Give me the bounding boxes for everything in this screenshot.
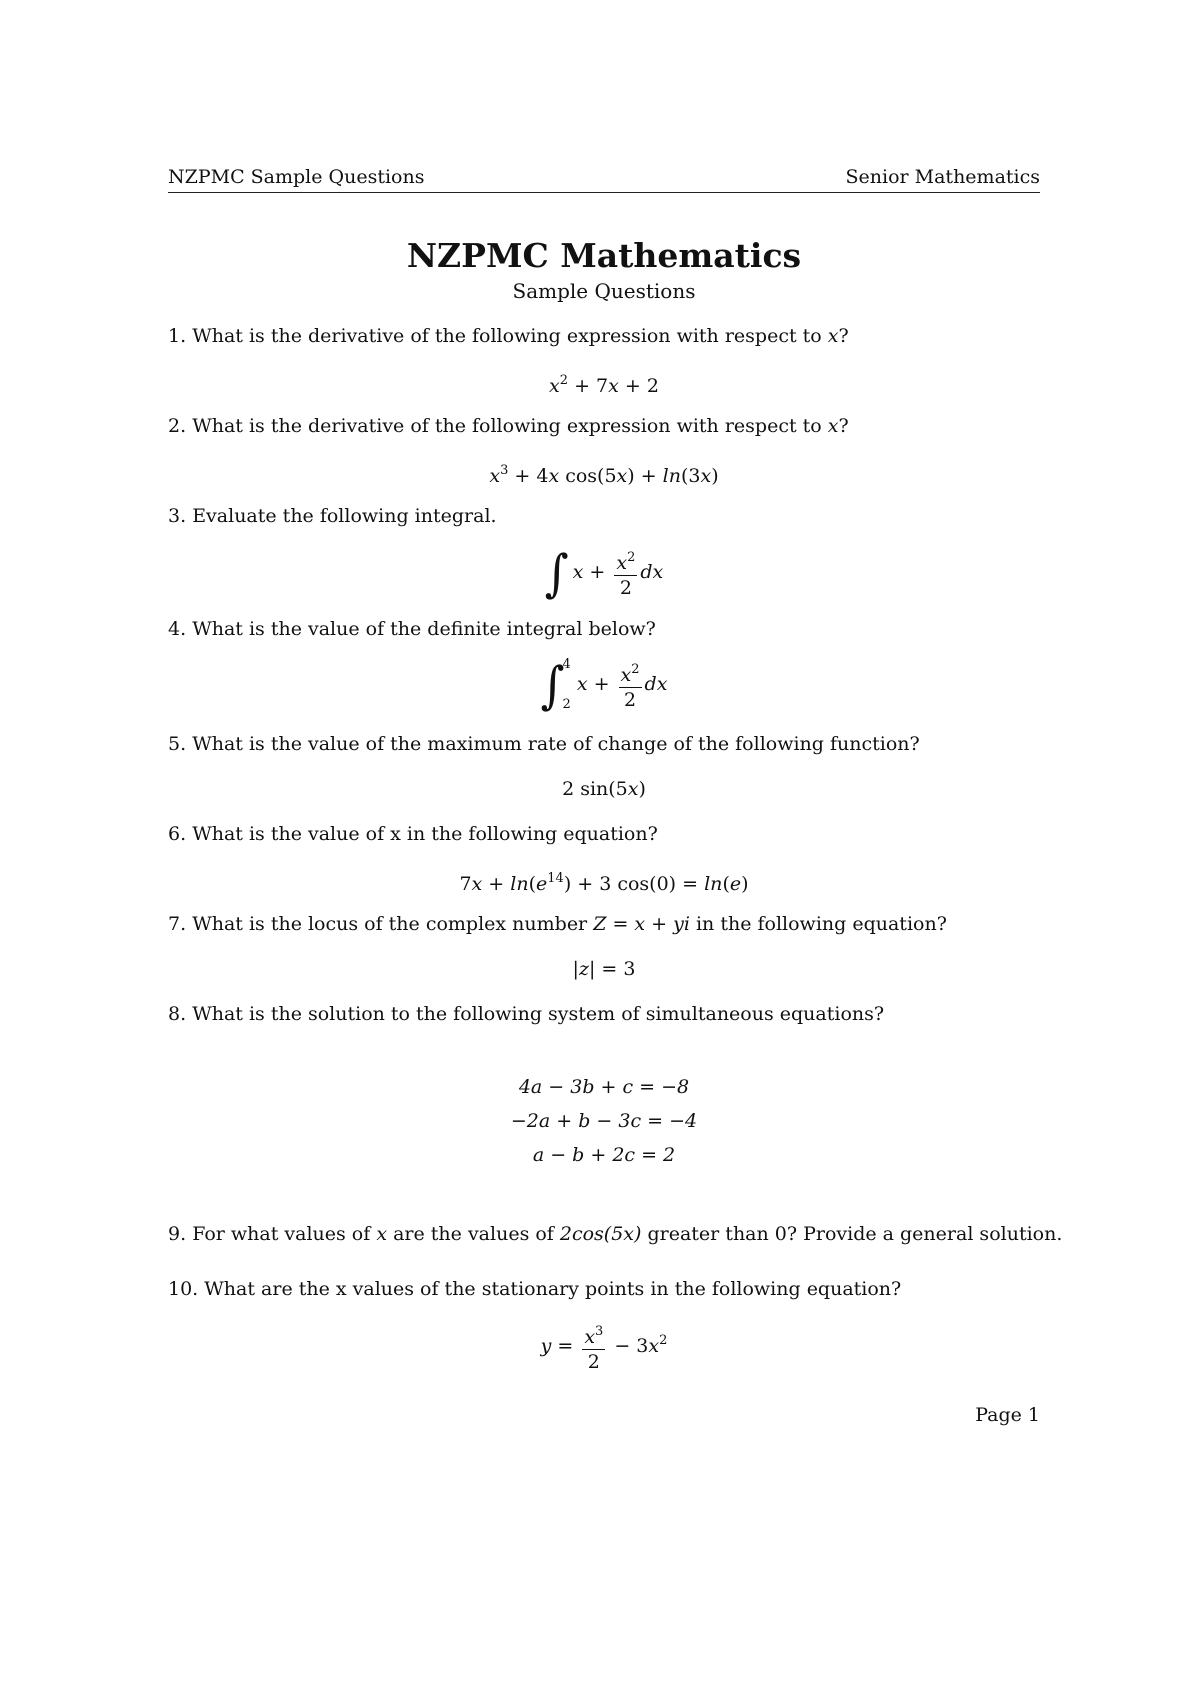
header-left: NZPMC Sample Questions (168, 166, 425, 188)
question-5-expression: 2 sin(5x) (562, 778, 646, 800)
system-equation-3: a − b + 2c = 2 (532, 1144, 676, 1166)
question-1-expression: $x^2 + 7x + 2$ (549, 373, 659, 397)
system-equation-1: 4a − 3b + c = −8 (518, 1076, 690, 1098)
question-1: 1. What is the derivative of the following expression with respect to x? (168, 325, 849, 347)
running-header (168, 166, 1040, 193)
question-4-integral: ∫ 4 2 x + $\frac{x^2}{2}$ dx (540, 655, 668, 715)
question-4: 4. What is the value of the definite integral below? (168, 618, 656, 640)
question-3-integral: ∫ x + $\frac{x^2}{2}$ dx (544, 543, 664, 603)
page-number: Page 1 (975, 1404, 1040, 1426)
question-6-equation: $7x + \ln(e^{14}) + 3$ cos(0) = ln(e) (459, 871, 749, 895)
question-10-equation: y = $\frac{x^3}{2}$ − $3x^2$ (168, 1320, 1040, 1374)
question-7: 7. What is the locus of the complex number Z = x + yi in the following equation? (168, 913, 947, 935)
question-5: 5. What is the value of the maximum rate of change of the following function? (168, 733, 920, 755)
question-3: 3. Evaluate the following integral. (168, 505, 497, 527)
question-6: 6. What is the value of x in the following equation? (168, 823, 658, 845)
header-right: Senior Mathematics (845, 166, 1040, 188)
question-2: 2. What is the derivative of the following expression with respect to x? (168, 415, 849, 437)
question-2-expression: $x^3 + 4x$ cos(5x) + ln(3x) (489, 463, 719, 487)
integral-sign: ∫ (544, 543, 569, 603)
question-10: 10. What are the x values of the stationary points in the following equation? (168, 1278, 902, 1300)
system-equation-2: −2a + b − 3c = −4 (510, 1110, 698, 1132)
document-subtitle: Sample Questions (512, 279, 696, 303)
question-9: 9. For what values of x are the values of 2cos(5x) greater than 0? Provide a general solution. (168, 1223, 1063, 1245)
fraction: $\frac{x^2}{2}$ (619, 658, 642, 712)
question-8: 8. What is the solution to the following system of simultaneous equations? (168, 1003, 885, 1025)
document-title: NZPMC Mathematics (406, 236, 802, 275)
integral-limits: 4 2 (562, 657, 571, 712)
title-block (168, 236, 1040, 304)
question-7-equation: |z| = 3 (572, 958, 636, 980)
fraction: $\frac{x^2}{2}$ (614, 546, 637, 600)
question-8-system (168, 1070, 1040, 1172)
fraction: $\frac{x^3}{2}$ (582, 1320, 605, 1374)
integral-sign: ∫ (540, 655, 565, 715)
